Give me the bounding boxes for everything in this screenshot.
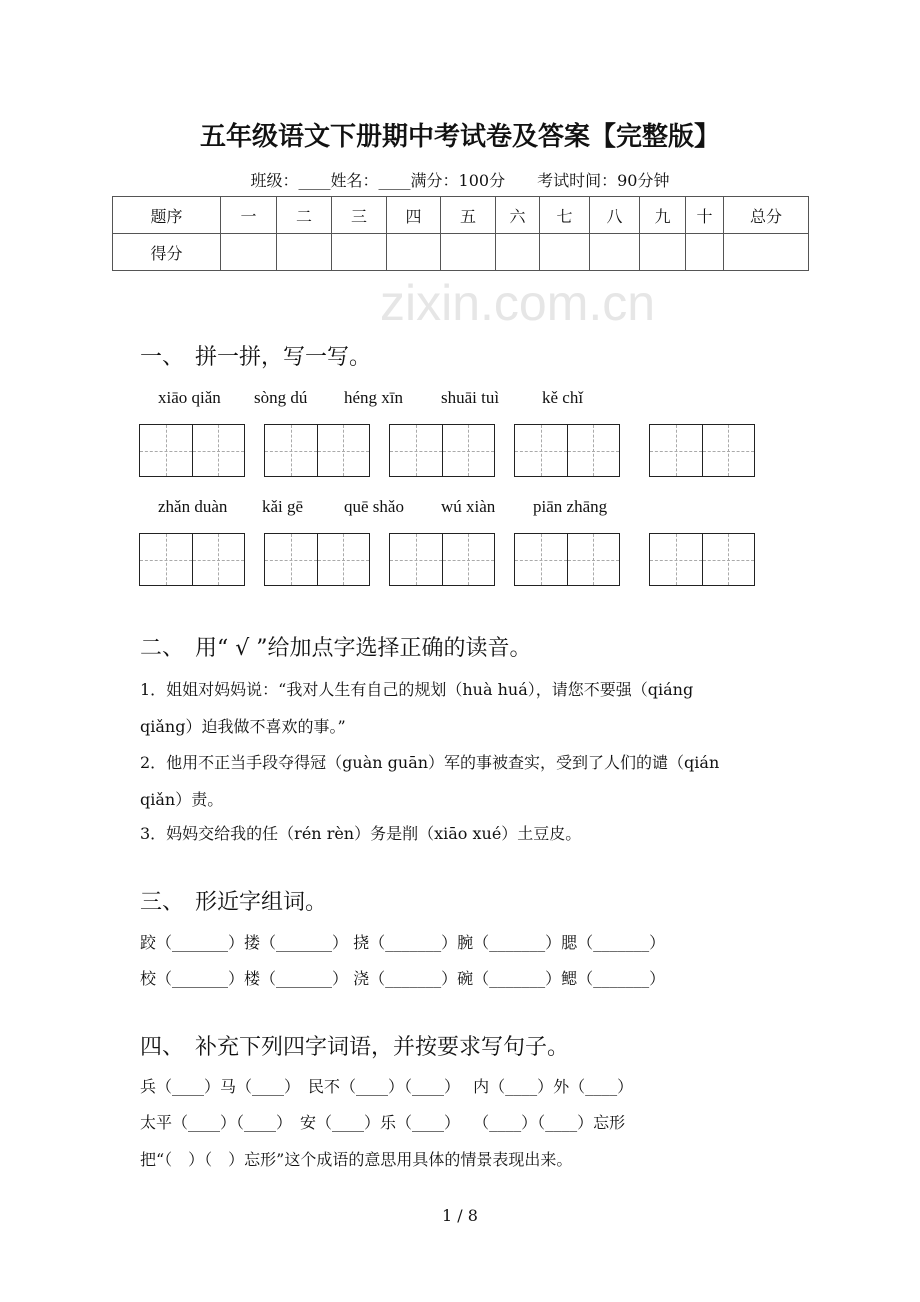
pinyin-label: sòng dú bbox=[254, 388, 308, 407]
pinyin-label: zhǎn duàn bbox=[158, 497, 228, 516]
pinyin-label: quē shǎo bbox=[344, 497, 404, 516]
page-title: 五年级语文下册期中考试卷及答案【完整版】 bbox=[199, 122, 720, 152]
score-field[interactable] bbox=[590, 234, 640, 271]
table-cell: 一 bbox=[221, 197, 277, 234]
question-line: 2．他用不正当手段夺得冠（guàn guān）军的事被查实，受到了人们的谴（qián bbox=[140, 753, 720, 772]
score-field[interactable] bbox=[387, 234, 441, 271]
writing-grid[interactable] bbox=[139, 533, 245, 586]
writing-grid[interactable] bbox=[514, 424, 620, 477]
score-field[interactable] bbox=[686, 234, 724, 271]
score-field[interactable] bbox=[540, 234, 590, 271]
section-heading: 一、 拼一拼，写一写。 bbox=[140, 345, 372, 370]
score-field[interactable] bbox=[332, 234, 387, 271]
score-field[interactable] bbox=[441, 234, 496, 271]
writing-grid[interactable] bbox=[514, 533, 620, 586]
question-line: 跤（_______）搂（_______） 挠（_______）腕（_______）腮（_______） bbox=[140, 933, 666, 952]
question-line: 1．姐姐对妈妈说：“我对人生有自己的规划（huà huá），请您不要强（qiáng bbox=[140, 680, 694, 699]
pinyin-label: héng xīn bbox=[344, 388, 404, 407]
pinyin-label: shuāi tuì bbox=[441, 388, 500, 407]
table-cell: 得分 bbox=[113, 234, 221, 271]
section-heading: 三、 形近字组词。 bbox=[140, 890, 328, 915]
table-row bbox=[113, 234, 809, 271]
score-field[interactable] bbox=[724, 234, 809, 271]
pinyin-label: xiāo qiǎn bbox=[158, 388, 221, 407]
table-cell: 五 bbox=[441, 197, 496, 234]
table-cell: 三 bbox=[332, 197, 387, 234]
writing-grid[interactable] bbox=[264, 424, 370, 477]
score-field[interactable] bbox=[640, 234, 686, 271]
pinyin-label: piān zhāng bbox=[533, 497, 608, 516]
question-line: qiǎn）责。 bbox=[140, 790, 224, 809]
writing-grid[interactable] bbox=[389, 424, 495, 477]
writing-grid[interactable] bbox=[389, 533, 495, 586]
question-line: 3．妈妈交给我的任（rén rèn）务是削（xiāo xué）土豆皮。 bbox=[140, 824, 582, 843]
pinyin-label: kǎi gē bbox=[262, 497, 304, 516]
question-line: qiǎng）迫我做不喜欢的事。” bbox=[140, 717, 346, 736]
exam-info: 班级：____姓名：____满分：100分 考试时间：90分钟 bbox=[250, 171, 670, 190]
pinyin-label: kě chǐ bbox=[542, 388, 584, 407]
question-line: 太平（____）（____） 安（____）乐（____） （____）（____）忘形 bbox=[140, 1113, 626, 1132]
section-heading: 二、 用“ √ ”给加点字选择正确的读音。 bbox=[140, 636, 532, 661]
table-row bbox=[113, 197, 809, 234]
question-line: 兵（____）马（____） 民不（____）（____） 内（____）外（____） bbox=[140, 1077, 634, 1096]
score-table bbox=[112, 196, 809, 271]
table-cell: 二 bbox=[277, 197, 332, 234]
pinyin-label: wú xiàn bbox=[441, 497, 496, 516]
score-field[interactable] bbox=[496, 234, 540, 271]
watermark: zixin.com.cn bbox=[380, 275, 656, 331]
table-cell: 总分 bbox=[724, 197, 809, 234]
score-field[interactable] bbox=[277, 234, 332, 271]
question-line: 把“（ ）（ ）忘形”这个成语的意思用具体的情景表现出来。 bbox=[140, 1150, 573, 1169]
page-number: 1 / 8 bbox=[442, 1206, 478, 1225]
writing-grid[interactable] bbox=[649, 424, 755, 477]
writing-grid[interactable] bbox=[649, 533, 755, 586]
table-cell: 八 bbox=[590, 197, 640, 234]
table-cell: 十 bbox=[686, 197, 724, 234]
table-cell: 四 bbox=[387, 197, 441, 234]
table-cell: 七 bbox=[540, 197, 590, 234]
score-field[interactable] bbox=[221, 234, 277, 271]
question-line: 校（_______）楼（_______） 浇（_______）碗（_______）鳃（_______） bbox=[140, 969, 666, 988]
writing-grid[interactable] bbox=[264, 533, 370, 586]
writing-grid[interactable] bbox=[139, 424, 245, 477]
table-cell: 题序 bbox=[113, 197, 221, 234]
table-cell: 六 bbox=[496, 197, 540, 234]
section-heading: 四、 补充下列四字词语，并按要求写句子。 bbox=[140, 1035, 570, 1060]
table-cell: 九 bbox=[640, 197, 686, 234]
